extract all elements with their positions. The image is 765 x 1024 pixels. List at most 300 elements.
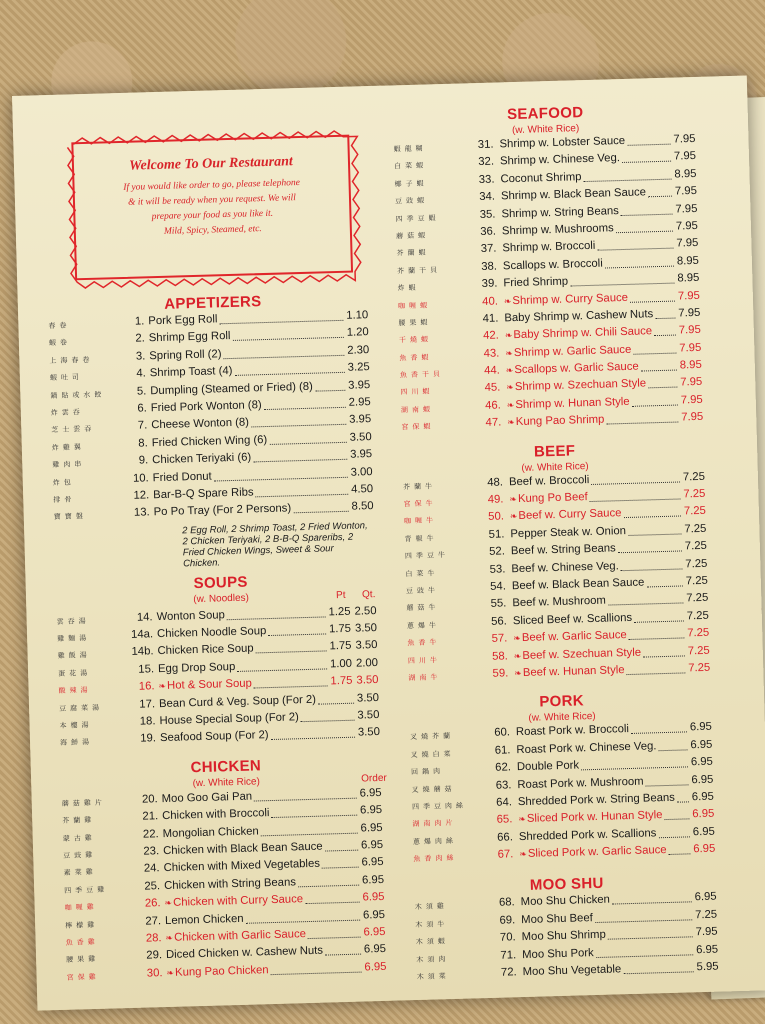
item-price: 7.95 [675,219,699,233]
dot-leader [570,273,674,287]
item-name-text: Seafood Soup (For 2) [159,729,269,745]
chinese-name: 炸包 [52,478,75,487]
item-name-text: Beef w. Curry Sauce [518,507,622,523]
item-name [159,711,299,727]
chinese-name: 海鮮湯 [60,739,94,748]
item-price: 6.95 [364,960,387,974]
beef-subtitle: (w. White Rice) [521,460,589,474]
dot-leader [630,290,675,302]
left-column [43,134,396,987]
dot-leader [627,134,670,146]
item-name-text: Lemon Chicken [164,912,244,927]
item-number: 48. [487,476,504,489]
item-number: 27. [145,914,162,928]
chinese-name: 湖南牛 [408,674,442,683]
item-price: 6.95 [691,773,714,786]
item-name-text: House Special Soup (For 2) [159,711,300,728]
item-name-text: Dumpling (Steamed or Fried) (8) [150,380,313,397]
item-number: 31. [477,138,494,152]
chili-pepper-icon: ❧ [504,330,513,341]
item-price: 3.95 [348,378,371,392]
chinese-name: 干燒蝦 [398,336,433,345]
order-label: Order [361,772,387,785]
item-price: 7.95 [695,925,718,939]
item-name [521,894,610,908]
chinese-name: 回鍋肉 [410,768,445,777]
item-price: 7.95 [680,376,703,389]
chinese-name: 炸雞翼 [51,443,85,452]
right-column [392,97,721,987]
dot-leader [620,203,672,215]
item-price: 6.95 [691,790,715,804]
item-number: 44. [483,364,501,377]
chinese-name: 雲吞湯 [56,617,90,626]
chinese-name: 芥蘭蝦 [396,249,430,258]
item-name-text: Pepper Steak w. Onion [510,524,627,541]
item-name-text: Beef w. Broccoli [508,473,590,488]
item-name-text: Wonton Soup [156,608,226,623]
item-number: 30. [146,966,163,980]
item-price: 6.95 [695,943,719,956]
dot-leader [271,805,357,818]
chinese-name: 咖喱雞 [64,904,98,912]
pint-price: 1.75 [330,674,353,688]
pork-list [410,721,719,869]
dot-leader [664,809,689,821]
item-name-text: Po Po Tray (For 2 Persons) [153,502,292,519]
dot-leader [251,414,346,428]
item-number: 40. [482,295,499,308]
dot-leader [608,593,683,606]
seafood-subtitle: (w. White Rice) [511,123,580,137]
welcome-line: prepare your food as you like it. [151,208,274,223]
chili-pepper-icon: ❧ [166,967,175,978]
item-number: 2. [135,332,145,346]
item-name-text: Shrimp w. Black Bean Sauce [500,186,647,203]
item-number: 4. [136,367,146,380]
moo-shu-title: MOO SHU [529,875,604,895]
item-number: 54. [490,580,507,593]
item-name-text: Chicken Noodle Soup [156,625,267,641]
item-number: 70. [499,931,516,944]
item-price: 1.10 [346,309,369,322]
item-name-text: Sliced Pork w. Garlic Sauce [527,844,667,860]
item-name [150,365,233,379]
item-number: 6. [137,402,147,415]
item-price: 6.95 [359,786,382,800]
item-name-text: Shrimp w. Garlic Sauce [513,343,632,359]
quart-price: 3.50 [356,674,379,687]
chinese-name: 四季豆肉絲 [411,802,468,811]
item-number: 56. [490,615,508,628]
item-price: 2.30 [347,343,370,357]
item-number: 37. [480,242,497,256]
chinese-name: 蔥爆肉絲 [412,837,458,846]
item-name [157,643,253,658]
chicken-subtitle: (w. White Rice) [192,776,261,790]
quart-price: 2.00 [355,656,379,670]
appetizers-list [48,309,384,527]
item-name-text: Beef w. Szechuan Style [522,646,642,662]
chinese-name: 豆豉牛 [405,587,440,596]
item-number: 57. [491,632,508,645]
item-name [500,152,620,167]
chinese-name: 春卷 [48,322,71,331]
item-price: 7.25 [686,609,709,623]
chinese-name: 蛋花湯 [58,669,92,678]
item-number: 16. [138,680,155,693]
item-number: 35. [479,208,496,221]
dot-leader [268,624,326,637]
item-price: 6.95 [690,738,713,752]
dot-leader [628,628,684,641]
item-price: 7.25 [688,661,711,675]
dot-leader [648,377,677,389]
pork-subtitle: (w. White Rice) [528,711,596,725]
item-name-text: Chicken with Black Bean Sauce [162,840,323,858]
chinese-name: 四季豆蝦 [395,214,440,223]
dot-leader [623,961,693,974]
item-name [507,396,630,411]
chili-pepper-icon: ❧ [505,347,514,359]
dot-leader [581,757,688,771]
item-number: 66. [497,830,514,844]
item-price: 6.95 [692,825,715,838]
welcome-title: Welcome To Our Restaurant [128,154,294,174]
welcome-line: If you would like order to go, please telephone [123,177,301,193]
chili-pepper-icon: ❧ [509,494,518,505]
item-name-text: Shrimp w. Chinese Veg. [499,152,621,168]
dot-leader [219,310,343,324]
dot-leader [271,727,355,740]
item-number: 71. [500,948,517,962]
item-name [152,434,268,449]
item-number: 43. [483,347,500,360]
item-name [154,503,292,519]
item-number: 9. [138,454,149,467]
item-name [518,809,662,825]
item-price: 7.95 [677,289,701,302]
item-name-text: Chicken Rice Soup [157,642,254,658]
item-price: 7.25 [686,592,709,605]
chili-pepper-icon: ❧ [165,932,174,943]
dot-leader [634,610,684,622]
item-name-text: Beef w. Garlic Sauce [521,629,627,645]
chinese-name: 木須牛 [415,920,449,929]
item-name-text: Scallops w. Broccoli [502,257,603,273]
dot-leader [233,327,344,341]
item-name-text: Beef w. Black Bean Sauce [511,576,645,593]
item-name [519,827,657,843]
dot-leader [246,909,360,923]
dot-leader [607,927,692,940]
chinese-name: 炸蝦 [397,284,420,293]
item-name [153,470,212,484]
item-number: 18. [139,715,156,728]
dot-leader [597,238,673,251]
item-number: 59. [492,667,509,680]
item-price: 6.95 [360,821,383,835]
dot-leader [235,362,345,376]
item-number: 24. [143,862,160,875]
chinese-name: 四川蝦 [400,388,434,397]
item-number: 62. [495,761,512,774]
chinese-name: 炸雲吞 [50,409,84,417]
item-name-text: Kung Po Beef [517,491,588,506]
dot-leader [226,606,325,620]
chinese-name: 四季豆牛 [404,552,450,561]
item-name [152,452,251,467]
item-number: 8. [138,437,148,450]
chinese-name: 蝦卷 [48,339,72,348]
chinese-name: 白菜牛 [405,569,439,578]
chinese-name: 芝士雲吞 [51,426,96,435]
item-number: 46. [484,399,501,412]
item-name [510,525,626,540]
item-price: 6.95 [363,943,387,956]
chinese-name: 宮保牛 [403,500,437,509]
po-po-tray-note: 2 Egg Roll, 2 Shrimp Toast, 2 Fried Wonton, 2 Chicken Teriyaki, 2 B-B-Q Spareribs, 2 Fried Chicken Wings, Sweet & Sour Chicken. [182,519,368,570]
item-name-text: Spring Roll (2) [149,348,222,363]
chinese-name: 寶寶盤 [53,513,87,522]
item-name-text: Sliced Pork w. Hunan Style [526,809,663,826]
item-name-text: Chicken with Curry Sauce [172,893,304,909]
item-number: 13. [133,506,150,520]
quart-price: 2.50 [354,604,377,618]
item-name [516,740,656,756]
item-number: 36. [480,225,497,238]
item-price: 3.00 [350,465,373,479]
quart-price: 3.50 [357,709,380,722]
chinese-name: 魚香干貝 [399,371,445,380]
item-name-text: Roast Pork w. Broccoli [515,723,630,739]
dot-leader [325,840,358,852]
item-number: 21. [142,810,159,823]
item-name-text: Double Pork [516,759,580,774]
chinese-name: 本樓湯 [59,722,93,730]
dot-leader [318,692,354,704]
item-number: 49. [487,493,504,506]
chinese-name: 檸檬雞 [65,921,99,930]
dot-leader [633,342,676,354]
item-number: 17. [139,697,156,711]
chicken-list [62,786,397,986]
item-price: 7.95 [675,202,698,216]
chinese-name: 湖南肉片 [412,820,457,829]
item-name-text: Shrimp w. Szechuan Style [514,377,647,394]
chinese-name: 木須雞 [414,903,448,912]
item-price: 3.95 [349,413,372,427]
chinese-name: 叉燒白菜 [410,750,455,759]
item-number: 5. [136,384,147,398]
dot-leader [616,221,673,234]
quart-price: 3.50 [357,726,381,740]
item-name-text: Diced Chicken w. Cashew Nuts [165,944,324,962]
item-price: 8.95 [676,254,700,268]
item-price: 6.95 [361,873,385,887]
chili-pepper-icon: ❧ [164,898,173,909]
dot-leader [659,826,690,838]
chinese-name: 雞麵湯 [57,635,91,644]
item-name [505,343,631,359]
dot-leader [605,255,674,268]
chinese-name: 蒙古雞 [62,834,96,843]
dot-leader [315,379,345,391]
dot-leader [270,432,347,445]
item-name [510,508,622,523]
chinese-name: 豆豉雞 [63,851,97,860]
item-name-text: Shrimp w. Hunan Style [515,395,630,411]
item-name-text: Scallops w. Garlic Sauce [514,360,639,377]
item-number: 60. [494,726,511,740]
chili-pepper-icon: ❧ [158,681,167,692]
item-name [509,474,590,488]
chinese-name: 魚香雞 [65,938,99,947]
item-number: 41. [482,312,499,325]
item-name [501,205,619,220]
item-number: 32. [478,155,495,169]
chinese-name: 青椒牛 [404,535,438,544]
chili-pepper-icon: ❧ [505,365,514,376]
dot-leader [596,944,693,958]
item-name [517,775,643,791]
item-name [522,963,621,978]
item-number: 3. [135,350,146,363]
dot-leader [658,739,687,751]
item-name [165,912,244,926]
item-price: 6.95 [694,891,717,904]
chili-pepper-icon: ❧ [513,650,522,661]
chinese-name: 酸辣湯 [58,687,92,696]
item-number: 39. [481,277,498,291]
item-name [514,646,642,662]
chili-pepper-icon: ❧ [514,667,522,679]
item-price: 3.95 [349,448,373,461]
dot-leader [628,523,681,535]
pint-price: 1.75 [328,622,352,636]
item-name-text: Kung Pao Chicken [174,963,269,979]
item-price: 7.95 [680,393,703,407]
item-name-text: Beef w. Mushroom [512,594,607,610]
menu-page [12,75,765,1010]
item-price: 8.95 [679,358,702,372]
chinese-name: 咖喱蝦 [397,301,432,310]
item-price: 7.25 [685,557,708,570]
item-name-text: Fried Pork Wonton (8) [150,399,262,415]
item-number: 33. [478,173,495,186]
item-name-text: Chicken with String Beans [163,876,297,892]
item-number: 51. [488,528,505,541]
item-price: 7.95 [673,150,697,163]
item-name [162,790,253,805]
dot-leader [591,471,680,484]
item-number: 68. [498,896,515,910]
dot-leader [255,641,326,654]
chinese-name: 魚香肉絲 [413,854,458,864]
item-number: 28. [145,932,162,945]
item-name-text: Baby Shrimp w. Chili Sauce [513,325,653,342]
item-number: 55. [490,597,507,611]
item-price: 6.95 [359,804,383,817]
chinese-name: 鍋貼或水餃 [50,391,106,400]
item-name-text: Beef w. String Beans [510,542,616,558]
item-price: 3.25 [347,361,370,374]
item-price: 7.95 [673,132,696,146]
dot-leader [626,662,685,675]
chinese-name: 雞飯湯 [57,652,91,661]
item-name [149,348,222,362]
chinese-name: 素菜雞 [63,869,97,878]
dot-leader [325,944,361,956]
item-name [512,577,645,593]
dot-leader [583,168,671,181]
item-price: 7.25 [687,626,710,640]
dot-leader [253,676,327,689]
item-name [499,135,625,151]
dot-leader [645,774,688,786]
dot-leader [654,325,676,337]
item-number: 63. [495,778,512,792]
chinese-name: 椰子蝦 [394,180,428,189]
dot-leader [631,722,687,735]
item-name [158,678,252,693]
dot-leader [620,558,682,571]
chinese-name: 四川牛 [407,656,442,665]
chili-pepper-icon: ❧ [518,814,527,825]
item-name-text: Fried Shrimp [503,275,569,290]
item-number: 52. [489,545,506,559]
item-name [165,928,306,944]
appetizers-title: APPETIZERS [164,293,262,313]
item-name-text: Coconut Shrimp [500,170,582,186]
item-price: 6.95 [692,807,715,821]
dot-leader [641,360,677,372]
item-number: 22. [142,827,159,841]
item-number: 20. [141,793,158,806]
item-name [160,730,269,745]
item-price: 1.20 [346,326,369,340]
soups-list [56,604,390,752]
item-number: 65. [496,813,513,827]
item-number: 25. [144,879,161,893]
item-name [503,276,568,290]
item-number: 29. [146,949,163,962]
chinese-name: 魚香蝦 [399,354,433,362]
item-price: 6.95 [362,891,385,904]
item-name-text: Kung Pao Shrimp [515,413,605,429]
chinese-name: 木須肉 [416,955,450,964]
item-number: 45. [484,381,501,395]
pork-title: PORK [539,692,585,711]
dot-leader [589,489,680,503]
seafood-list [393,133,706,437]
item-name-text: Moo Shu Chicken [520,894,611,909]
dot-leader [648,186,672,198]
item-name [513,612,633,627]
item-price: 5.95 [696,960,719,974]
item-name [513,629,627,644]
item-price: 6.95 [690,755,714,769]
dot-leader [618,541,682,554]
chinese-name: 上海春卷 [49,356,94,365]
chinese-name: 排骨 [53,496,76,504]
dot-leader [595,909,692,923]
chili-pepper-icon: ❧ [513,633,522,644]
item-name [148,313,217,327]
item-name [509,491,588,505]
chinese-name: 湖南蝦 [400,406,435,415]
chili-pepper-icon: ❧ [506,382,515,393]
